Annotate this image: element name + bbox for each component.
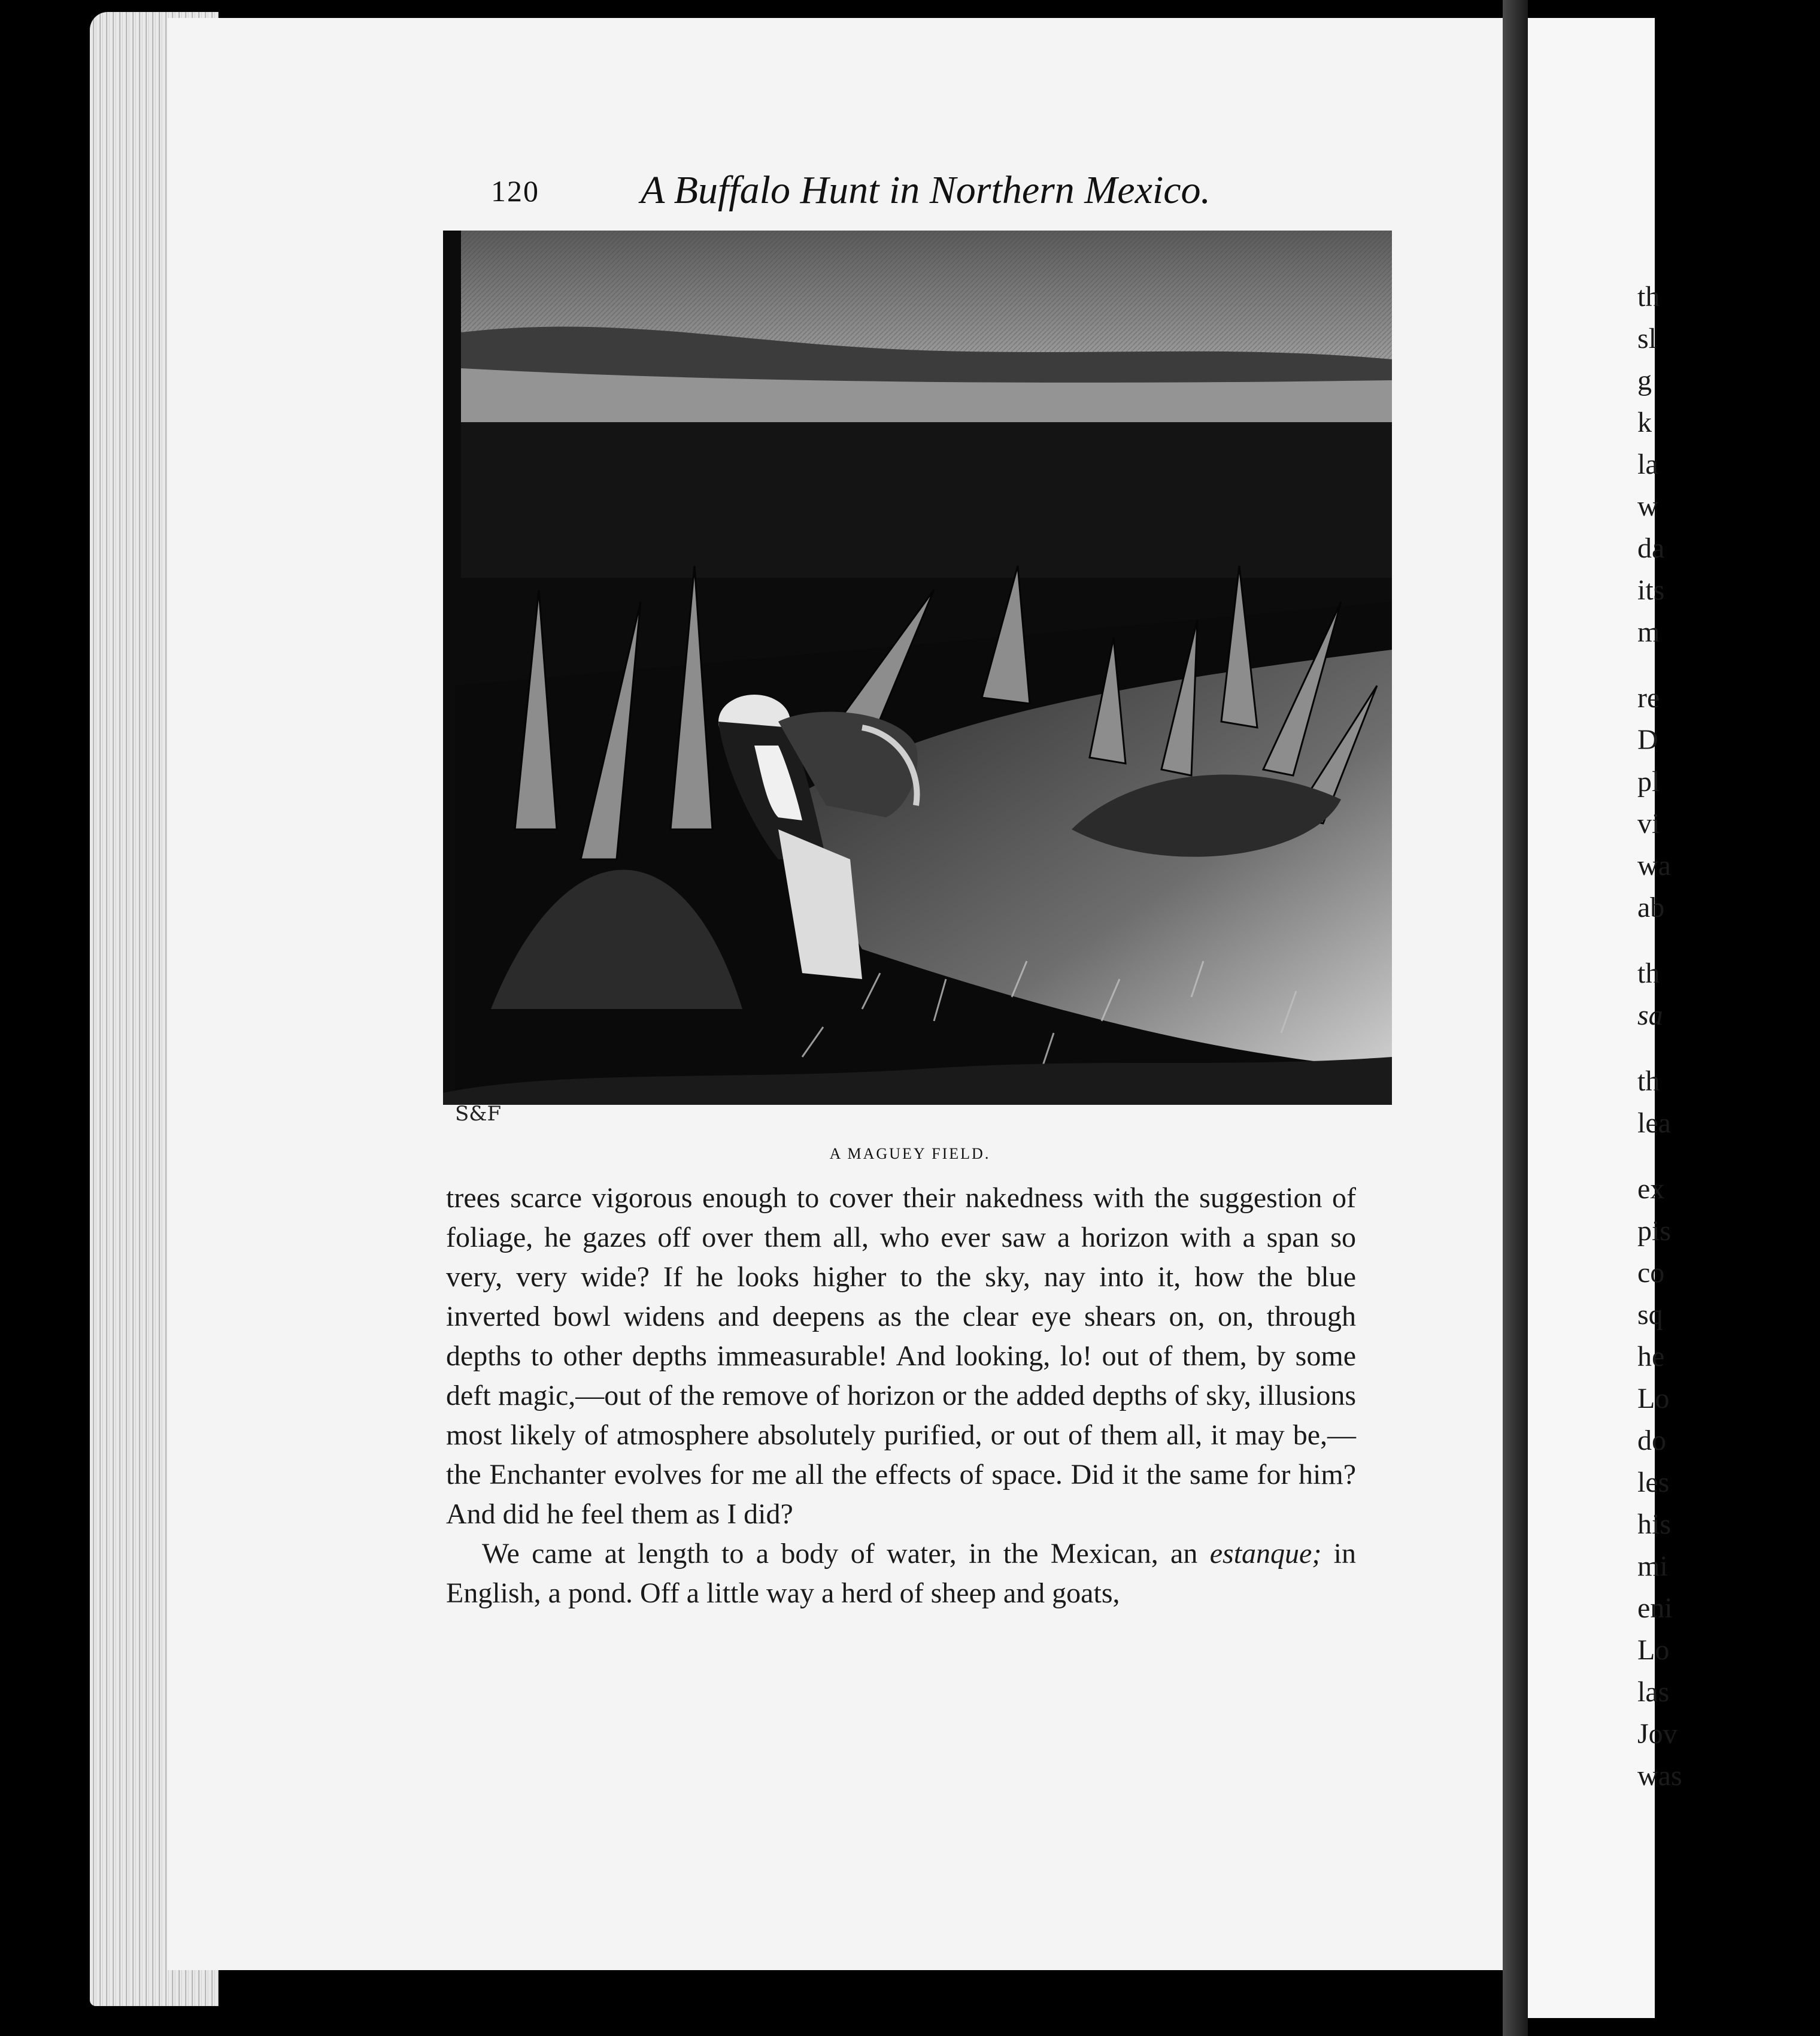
- facing-page-line-fragment: sa: [1637, 999, 1663, 1031]
- paragraph: trees scarce vigorous enough to cover their nakedness with the suggestion of foliage, he gazes off over them all, who ever saw a horizon with a span so very, very wide? If he looks higher to the sky, nay into it, how the blue inverted bowl widens and deepens as the clear eye shears on, on, through depths to other depths immeasurable! And looking, lo! out of them, by some deft magic,—out of the remove of horizon or the added depths of sky, illusions most likely of atmosphere absolutely purified, or out of them all, it may be,—the Enchanter evolves for me all the effects of space. Did it the same for him? And did he feel them as I did?: [446, 1182, 1356, 1530]
- facing-page-line-fragment: ex: [1637, 1173, 1665, 1205]
- facing-page-line-fragment: da: [1637, 532, 1665, 564]
- paragraph-text: in English, a pond. Off a little way a herd of sheep and goats,: [446, 1538, 1356, 1609]
- facing-page-line-fragment: was: [1637, 1760, 1682, 1792]
- running-title: A Buffalo Hunt in Northern Mexico.: [641, 168, 1211, 212]
- facing-page-line-fragment: pis: [1637, 1215, 1672, 1247]
- facing-page-line-fragment: re: [1637, 682, 1660, 714]
- facing-page-line-fragment: g: [1637, 365, 1652, 396]
- facing-page-line-fragment: k: [1637, 407, 1652, 438]
- facing-page-line-fragment: th: [1637, 1065, 1660, 1097]
- running-head: [491, 168, 1245, 222]
- facing-page-line-fragment: eni: [1637, 1592, 1673, 1624]
- facing-page-line-fragment: la: [1637, 449, 1658, 480]
- facing-page-line-fragment: th: [1637, 281, 1660, 313]
- facing-page-line-fragment: wa: [1637, 850, 1671, 881]
- facing-page-line-fragment: Lo: [1637, 1383, 1670, 1414]
- illustration-caption: A MAGUEY FIELD.: [829, 1145, 991, 1162]
- facing-page-line-fragment: Jov: [1637, 1718, 1678, 1750]
- facing-page-line-fragment: mi: [1637, 1550, 1668, 1582]
- facing-page-line-fragment: Lo: [1637, 1634, 1670, 1666]
- book-gutter: [1503, 0, 1528, 2036]
- facing-page-line-fragment: vi: [1637, 808, 1660, 840]
- facing-page-line-fragment: las: [1637, 1676, 1670, 1708]
- facing-page: [1528, 18, 1655, 2018]
- facing-page-line-fragment: lea: [1637, 1107, 1671, 1139]
- facing-page-line-fragment: ab: [1637, 892, 1665, 923]
- engraving-picture: [443, 231, 1392, 1138]
- paragraph-text: We came at length to a body of water, in the Mexican, an: [482, 1538, 1210, 1570]
- facing-page-line-fragment: his: [1637, 1508, 1672, 1540]
- page-number: 120: [491, 174, 539, 208]
- facing-page-line-fragment: he: [1637, 1341, 1665, 1373]
- facing-page-line-fragment: th: [1637, 958, 1660, 989]
- facing-page-line-fragment: w: [1637, 490, 1658, 522]
- facing-page-line-fragment: les: [1637, 1467, 1670, 1498]
- facing-page-line-fragment: co: [1637, 1257, 1665, 1289]
- italic-word: estanque;: [1209, 1538, 1322, 1570]
- maguey-field-engraving: [443, 231, 1392, 1138]
- paragraph: [446, 1534, 1356, 1613]
- facing-page-line-fragment: m: [1637, 616, 1660, 648]
- facing-page-line-fragment: pl: [1637, 766, 1660, 798]
- facing-page-line-fragment: sq: [1637, 1299, 1663, 1331]
- engraver-signature: S&F: [455, 1102, 502, 1126]
- facing-page-line-fragment: D: [1637, 724, 1658, 756]
- facing-page-line-fragment: do: [1637, 1425, 1666, 1456]
- facing-page-line-fragment: its: [1637, 574, 1665, 606]
- body-text: [446, 1178, 1356, 1613]
- facing-page-line-fragment: sl: [1637, 323, 1657, 355]
